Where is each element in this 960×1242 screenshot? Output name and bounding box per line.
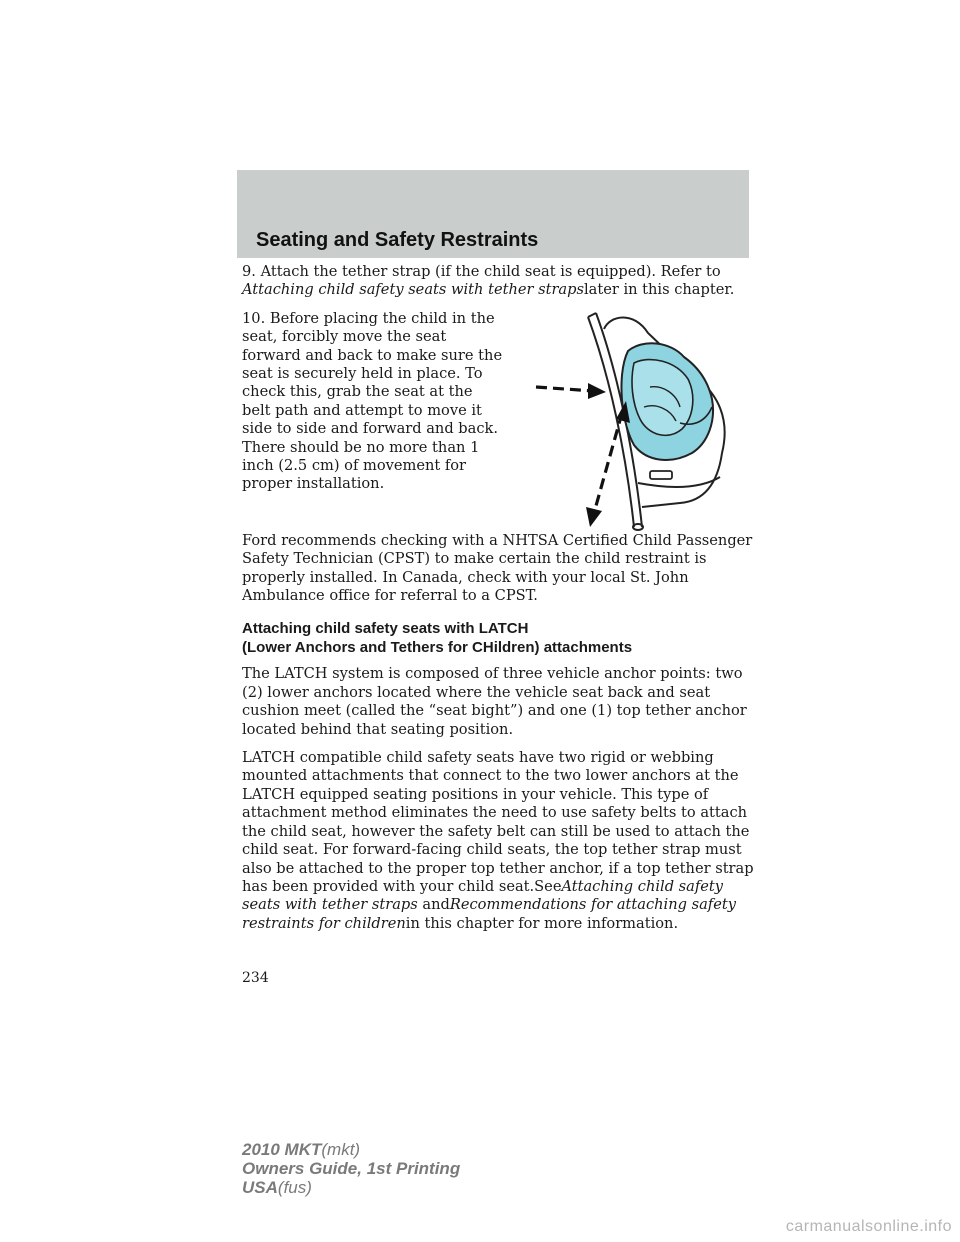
document-footer	[242, 1140, 460, 1197]
step-9-text: 9. Attach the tether strap (if the child seat is equipped). Refer to	[242, 263, 721, 280]
latch-paragraph-1: The LATCH system is composed of three vehicle anchor points: two (2) lower anchors located where the vehicle seat back and seat cushion meet (called the “seat bight”) and one (1) top tether anchor located behind that seating position.	[242, 665, 747, 738]
child-seat-shell	[622, 343, 714, 460]
step-9-suffix: later in this chapter.	[583, 281, 735, 299]
forward-back-arrow	[536, 383, 606, 399]
page-number: 234	[242, 970, 269, 986]
latch-section-heading	[242, 619, 762, 657]
footer-region: USA	[242, 1178, 278, 1197]
step-10-block	[242, 310, 762, 524]
section-header-band	[237, 170, 749, 258]
side-to-side-arrow	[586, 401, 630, 527]
and-connector: and	[422, 896, 450, 914]
latch-paragraph-2	[242, 749, 762, 933]
footer-model-code: (mkt)	[321, 1140, 361, 1159]
watermark: carmanualsonline.info	[785, 1218, 952, 1235]
footer-line-1	[242, 1140, 460, 1159]
step-10-paragraph: 10. Before placing the child in the seat, forcibly move the seat forward and back to make sure the seat is securely held in place. To check this, grab the seat at the belt path and attempt to move it side to side and forward and back. There should be no more than 1 inch (2.5 cm) of movement for proper installation.	[242, 309, 503, 493]
recommendations-reference: Recommendations for attaching safety restraints for children	[242, 896, 736, 932]
step-9-paragraph	[242, 263, 762, 300]
footer-line-3	[242, 1178, 460, 1197]
section-title: Seating and Safety Restraints	[256, 229, 539, 251]
latch-heading-line-1: Attaching child safety seats with LATCH	[242, 620, 529, 638]
ford-recommends-paragraph: Ford recommends checking with a NHTSA Certified Child Passenger Safety Technician (CPST) to make certain the child restraint is properly installed. In Canada, check with your local St. John Ambulance office for referral to a CPST.	[242, 531, 753, 605]
tether-straps-reference: Attaching child safety seats with tether straps	[242, 877, 724, 914]
latch-heading-line-2: (Lower Anchors and Tethers for CHildren) attachments	[242, 639, 633, 657]
footer-region-code: (fus)	[277, 1178, 312, 1197]
latch-paragraph-2-end: in this chapter for more information.	[405, 914, 679, 932]
step-9-reference: Attaching child safety seats with tether straps	[242, 281, 584, 299]
footer-model: 2010 MKT	[242, 1140, 322, 1159]
latch-paragraph-2-text: LATCH compatible child safety seats have two rigid or webbing mounted attachments that connect to the two lower anchors at the LATCH equipped seating positions in your vehicle. This type of attachment method eliminates the need to use safety belts to attach the child seat, however the safety belt can still be used to attach the child seat. For forward-facing child seats, the top tether strap must also be attached to the proper top tether anchor, if a top tether strap has been provided with your child seat.See	[242, 749, 754, 895]
footer-line-2: Owners Guide, 1st Printing	[242, 1159, 461, 1178]
page-content	[242, 263, 762, 943]
child-seat-illustration	[530, 303, 754, 531]
